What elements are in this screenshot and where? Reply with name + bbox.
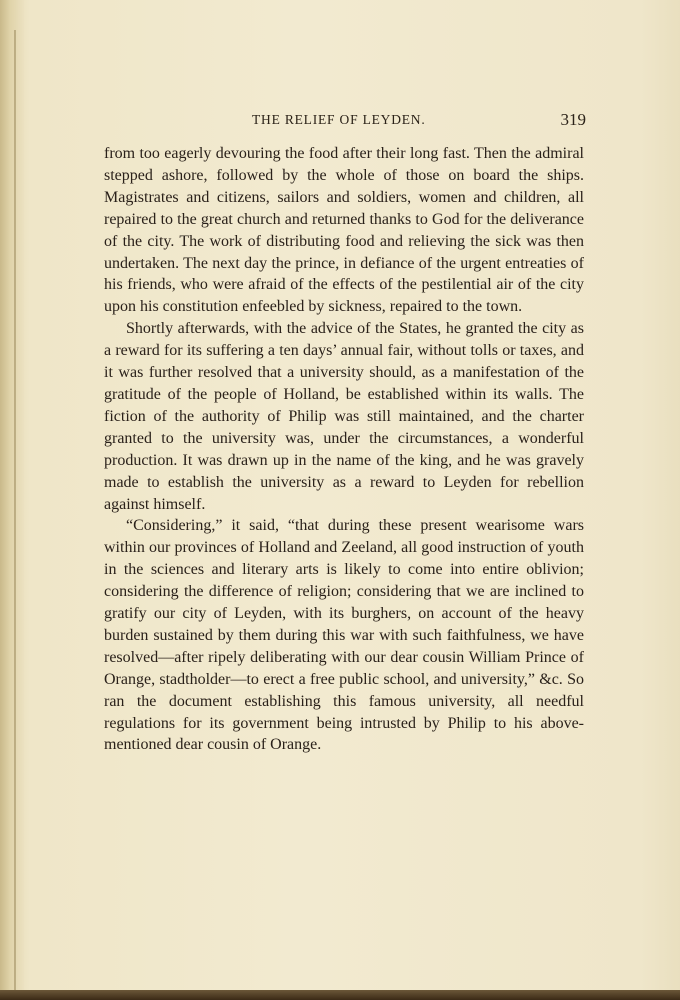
body-text [104,143,584,756]
page-number: 319 [560,110,586,129]
paragraph-3: “Considering,” it said, “that during these present wearisome wars within our provinces of Holland and Zeeland, all good instruction of youth in the sciences and literary arts is likely to come into entire oblivion; considering the difference of religion; considering that we are inclined to gratify our city of Leyden, with its burghers, on account of the heavy burden sustained by them during this war with such faithfulness, we have resolved—after ripely deliberating with our dear cousin William Prince of Orange, stadtholder—to erect a free public school, and university,” &c. So ran the document establishing this famous university, all needful regulations for its government being intrusted by Philip to his above-mentioned dear cousin of Orange. [104,517,584,754]
paragraph-1: from too eagerly devouring the food after their long fast. Then the admiral stepped ashore, followed by the whole of those on board the ships. Magistrates and citizens, sailors and soldiers, women and children, all repaired to the great church and returned thanks to God for the deliverance of the city. The work of distributing food and relieving the sick was then undertaken. The next day the prince, in defiance of the urgent entreaties of his friends, who were afraid of the effects of the pestilential air of the city upon his constitution enfeebled by sickness, repaired to the town. [104,145,584,316]
page-bottom-edge [0,990,680,1000]
page-header [104,110,586,132]
gutter-line [14,30,16,990]
paragraph-2: Shortly afterwards, with the advice of the States, he granted the city as a reward for its suffering a ten days’ annual fair, without tolls or taxes, and it was further resolved that a university should, as a manifestation of the gratitude of the people of Holland, be established within its walls. The fiction of the authority of Philip was still maintained, and the charter granted to the university was, under the circumstances, a wonderful production. It was drawn up in the name of the king, and he was gravely made to establish the university as a reward to Leyden for rebellion against himself. [104,320,584,513]
running-title: THE RELIEF OF LEYDEN. [252,112,426,127]
binding-gutter [0,0,24,1000]
